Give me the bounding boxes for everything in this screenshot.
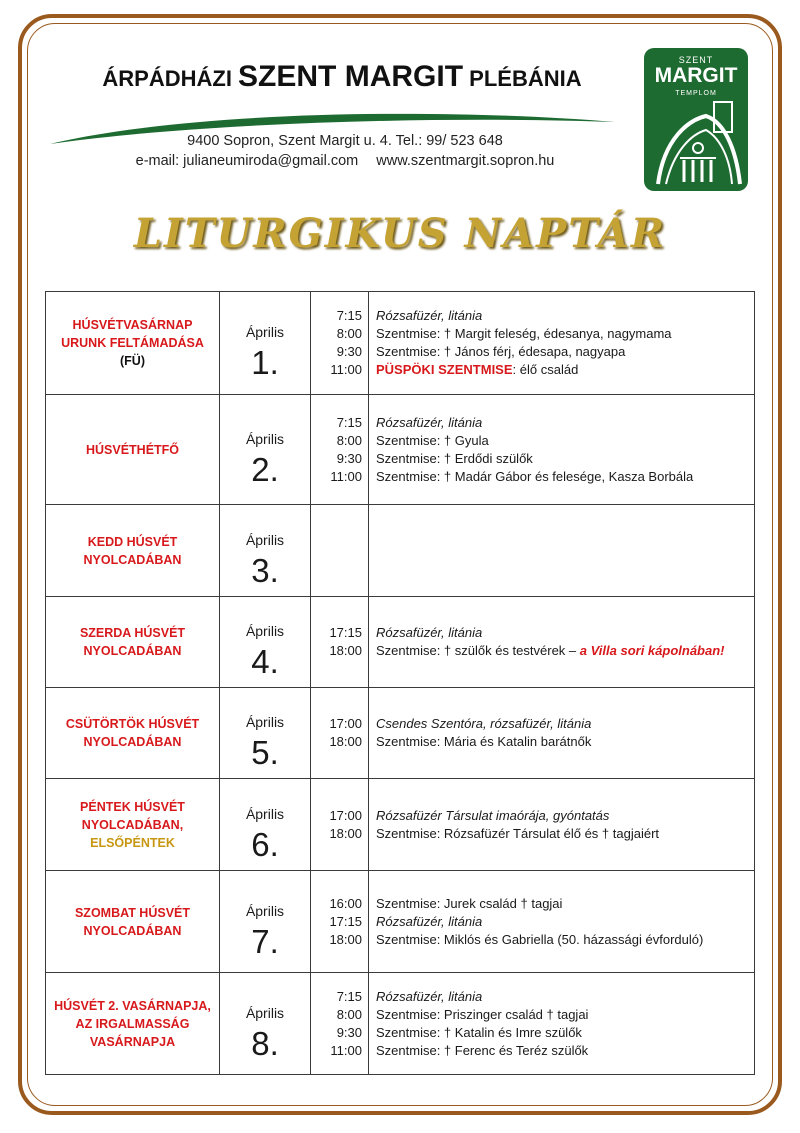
day-number: 6. [251,825,279,863]
event-text: Szentmise: † Madár Gábor és felesége, Kasza Borbála [376,468,694,484]
times-cell [311,973,369,1075]
feast-name-line: CSÜTÖRTÖK HÚSVÉT [65,717,200,731]
date-cell [220,597,311,688]
first-friday-label: ELSŐPÉNTEK [90,835,175,850]
time-entry: 18:00 [329,734,362,749]
events-cell [369,395,755,505]
contact-website[interactable]: www.szentmargit.sopron.hu [376,153,555,169]
times-cell [311,395,369,505]
calendar-title: LITURGIKUS NAPTÁR [133,210,667,257]
church-drawing-icon [644,98,748,191]
contact-email[interactable]: e-mail: julianeumiroda@gmail.com [135,153,359,169]
events-cell [369,688,755,779]
feast-name-extra: (FÜ) [120,354,145,368]
time-entry: 7:15 [336,414,362,430]
month-label: Április [245,623,285,639]
logo-text-top: SZENT [678,55,714,65]
time-entry: 16:00 [329,895,362,911]
time-entry: 9:30 [336,344,362,359]
times-cell [311,871,369,973]
events-cell [369,597,755,688]
times-cell [311,597,369,688]
parish-title-prefix: ÁRPÁDHÁZI [102,66,239,91]
event-entry [376,624,754,642]
date-cell [220,779,311,871]
event-text: Szentmise: † Margit feleség, édesanya, nagymama [376,326,672,341]
feast-name-cell [46,395,220,505]
calendar-body [46,292,755,1075]
feast-name-line: AZ IRGALMASSÁG [75,1016,190,1031]
time-entry: 8:00 [336,432,362,448]
event-entry [376,1042,754,1060]
time-entry: 18:00 [329,643,362,658]
event-entry [376,450,754,468]
feast-name-cell [46,505,220,597]
event-text: Szentmise: † szülők és testvérek – [376,643,580,658]
feast-name-cell [46,871,220,973]
date-cell [220,292,311,395]
event-text: Szentmise: † János férj, édesapa, nagyapa [376,344,626,359]
calendar-row [46,292,755,395]
event-entry [376,715,754,733]
event-entry [376,325,754,343]
liturgical-calendar-table [45,291,755,1075]
time-entry: 11:00 [330,362,362,377]
feast-name-cell [46,688,220,779]
calendar-row [46,597,755,688]
feast-name-line: NYOLCADÁBAN [83,644,182,658]
event-text-suffix: : élő család [512,362,579,377]
time-entry: 9:30 [336,1024,362,1040]
event-text: Rózsafüzér, litánia [376,414,483,430]
event-entry [376,1024,754,1042]
calendar-row [46,395,755,505]
feast-name-line: SZERDA HÚSVÉT [79,626,186,640]
date-cell [220,973,311,1075]
month-label: Április [245,714,285,730]
event-text: Rózsafüzér Társulat imaórája, gyóntatás [376,807,610,823]
event-text: Szentmise: † Ferenc és Teréz szülők [376,1042,589,1058]
date-cell [220,688,311,779]
events-cell [369,871,755,973]
time-entry: 8:00 [336,1006,362,1022]
times-cell [311,292,369,395]
event-entry [376,988,754,1006]
event-entry [376,343,754,361]
time-entry: 7:15 [336,988,362,1004]
day-number: 1. [251,344,279,381]
time-entry: 17:15 [329,913,362,929]
day-number: 2. [251,450,279,488]
contact-line [100,153,590,169]
day-number: 4. [251,643,279,680]
time-entry: 18:00 [329,931,362,947]
events-cell [369,505,755,597]
feast-name-line: VASÁRNAPJA [89,1034,176,1049]
event-entry [376,807,754,825]
calendar-row [46,688,755,779]
event-text: Rózsafüzér, litánia [376,913,483,929]
feast-name-line: KEDD HÚSVÉT [87,534,178,549]
calendar-row [46,973,755,1075]
time-entry: 18:00 [329,825,362,841]
feast-name-line: NYOLCADÁBAN [83,923,182,938]
time-entry: 17:15 [329,625,362,640]
date-cell [220,505,311,597]
event-text: Szentmise: Mária és Katalin barátnők [376,734,592,749]
event-entry [376,361,754,379]
feast-name-line: HÚSVÉT 2. VASÁRNAPJA, [54,998,211,1013]
event-text: Szentmise: Miklós és Gabriella (50. házassági évforduló) [376,931,704,947]
parish-title-main: SZENT MARGIT [238,60,464,93]
month-label: Április [245,531,285,548]
feast-name-line: NYOLCADÁBAN [83,552,182,567]
events-cell [369,292,755,395]
month-label: Április [245,805,285,822]
event-text: Rózsafüzér, litánia [376,625,483,640]
day-number: 5. [251,734,279,771]
feast-name-line: NYOLCADÁBAN, [81,817,184,832]
month-label: Április [245,324,285,340]
event-text: Rózsafüzér, litánia [376,308,483,323]
church-logo [644,48,748,191]
contact-address: 9400 Sopron, Szent Margit u. 4. Tel.: 99/ 523 648 [187,133,503,149]
event-text: Csendes Szentóra, rózsafüzér, litánia [376,716,592,731]
time-entry: 11:00 [330,468,362,484]
times-cell [311,688,369,779]
event-entry [376,913,754,931]
time-entry: 17:00 [329,716,362,731]
time-entry: 8:00 [336,326,362,341]
feast-name-line: HÚSVÉTHÉTFŐ [85,442,180,457]
events-cell [369,779,755,871]
event-location-highlight: a Villa sori kápolnában! [579,643,725,658]
feast-name-line: NYOLCADÁBAN [83,735,182,749]
event-entry [376,931,754,949]
times-cell [311,505,369,597]
event-entry [376,733,754,751]
calendar-row [46,871,755,973]
events-cell [369,973,755,1075]
event-entry [376,432,754,450]
feast-name-cell [46,597,220,688]
event-entry [376,825,754,843]
day-number: 8. [251,1024,279,1062]
event-text: PÜSPÖKI SZENTMISE [376,362,513,377]
times-cell [311,779,369,871]
time-entry: 17:00 [329,807,362,823]
event-entry [376,642,754,660]
parish-title-suffix: PLÉBÁNIA [463,66,582,91]
time-entry: 7:15 [336,308,362,323]
month-label: Április [245,902,285,919]
calendar-row [46,505,755,597]
time-entry: 11:00 [330,1042,362,1058]
day-number: 7. [251,922,279,960]
event-text: Szentmise: † Erdődi szülők [376,450,533,466]
date-cell [220,395,311,505]
date-cell [220,871,311,973]
month-label: Április [245,1004,285,1021]
logo-text-main: MARGIT [654,64,738,87]
event-entry [376,468,754,486]
event-text: Szentmise: Jurek család † tagjai [376,895,563,911]
event-text: Szentmise: Rózsafüzér Társulat élő és † tagjaiért [376,825,660,841]
logo-text-bottom: TEMPLOM [675,90,717,97]
feast-name-line: URUNK FELTÁMADÁSA [61,336,204,350]
feast-name-cell [46,779,220,871]
event-text: Szentmise: † Gyula [376,432,489,448]
event-text: Szentmise: † Katalin és Imre szülők [376,1024,582,1040]
time-entry: 9:30 [336,450,362,466]
event-entry [376,414,754,432]
day-number: 3. [251,551,279,589]
feast-name-line: HÚSVÉTVASÁRNAP [72,318,193,332]
event-entry [376,1006,754,1024]
parish-title [72,60,612,94]
feast-name-cell [46,973,220,1075]
event-entry [376,895,754,913]
event-entry [376,307,754,325]
event-text: Rózsafüzér, litánia [376,988,483,1004]
month-label: Április [245,430,285,447]
feast-name-line: SZOMBAT HÚSVÉT [74,905,191,920]
feast-name-line: PÉNTEK HÚSVÉT [80,799,185,814]
calendar-row [46,779,755,871]
feast-name-cell [46,292,220,395]
event-text: Szentmise: Priszinger család † tagjai [376,1006,589,1022]
